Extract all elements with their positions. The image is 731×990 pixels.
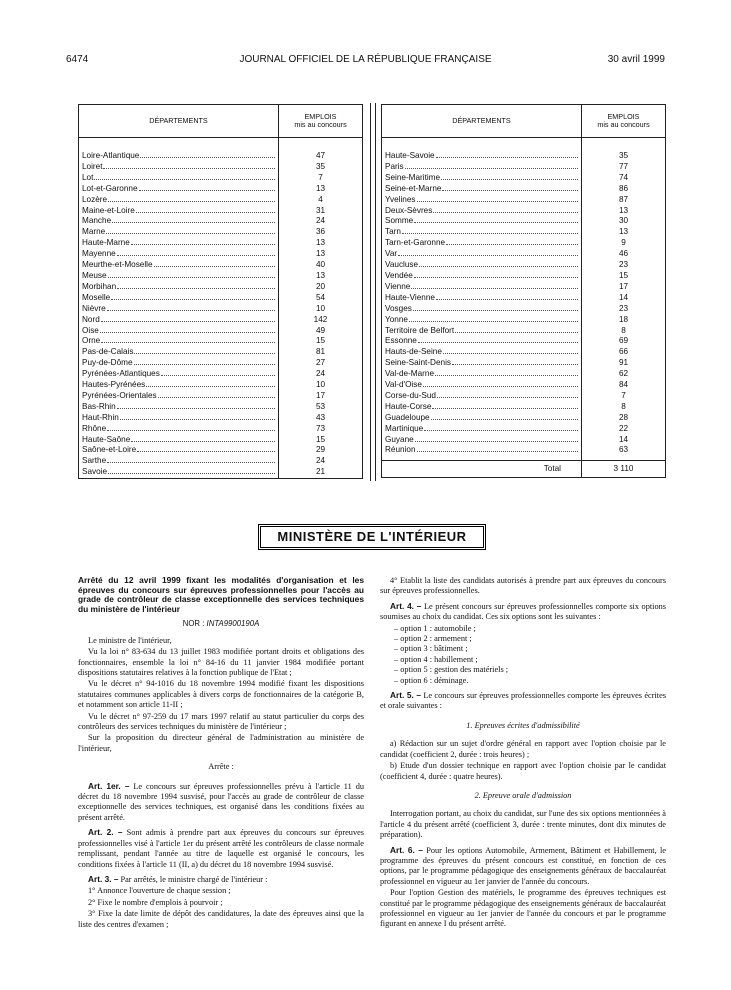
paragraph: Pour l'option Gestion des matériels, le programme des épreuves techniques est constitué par le programme pédagogique des enseignements généraux de baccalauréat professionnel en vigueur au 1er janvier de l'année du concours et par le programme figurant en annexe I du présent arrêté. xyxy=(380,888,666,929)
emplois-value: 23 xyxy=(582,304,666,315)
ministry-heading: MINISTÈRE DE L'INTÉRIEUR xyxy=(258,524,486,550)
table-row xyxy=(79,260,363,271)
column-header-emplois: EMPLOIS mis au concours xyxy=(582,105,666,138)
table-row xyxy=(382,195,666,206)
table-row xyxy=(382,336,666,347)
emplois-value: 7 xyxy=(582,391,666,402)
table-row xyxy=(382,347,666,358)
emplois-value: 21 xyxy=(279,467,363,478)
departement-name: Savoie xyxy=(82,467,108,477)
table-row xyxy=(382,326,666,337)
emplois-value: 40 xyxy=(279,260,363,271)
right-text-column xyxy=(380,576,666,931)
emplois-value: 35 xyxy=(279,162,363,173)
departement-name: Lot-et-Garonne xyxy=(82,183,138,193)
table-row xyxy=(382,358,666,369)
section-heading: 2. Epreuve orale d'admission xyxy=(474,790,572,800)
departement-name: Pyrénées-Orientales xyxy=(82,390,157,400)
table-row xyxy=(382,402,666,413)
emplois-value: 15 xyxy=(582,271,666,282)
table-row xyxy=(79,424,363,435)
departement-name: Var xyxy=(385,249,398,259)
departement-name: Seine-Maritime xyxy=(385,172,441,182)
table-row xyxy=(79,195,363,206)
departement-name: Loire-Atlantique xyxy=(82,151,140,160)
emplois-value: 36 xyxy=(279,227,363,238)
page-number: 6474 xyxy=(66,54,89,65)
table-row xyxy=(382,227,666,238)
departement-name: Moselle xyxy=(82,292,111,302)
emplois-value: 77 xyxy=(582,162,666,173)
emplois-value: 84 xyxy=(582,380,666,391)
departement-name: Haut-Rhin xyxy=(82,412,119,422)
emplois-value: 10 xyxy=(279,304,363,315)
departement-name: Lozère xyxy=(82,194,108,204)
emplois-value: 15 xyxy=(279,336,363,347)
departement-name: Meuse xyxy=(82,270,107,280)
table-row xyxy=(382,282,666,293)
emplois-value: 69 xyxy=(582,336,666,347)
table-row xyxy=(79,293,363,304)
table-row xyxy=(79,326,363,337)
emplois-value: 20 xyxy=(279,282,363,293)
emplois-value: 18 xyxy=(582,315,666,326)
table-row xyxy=(79,151,363,162)
table-row xyxy=(79,216,363,227)
departement-name: Mayenne xyxy=(82,249,116,259)
table-row xyxy=(79,445,363,456)
departement-name: Guyane xyxy=(385,434,414,444)
table-row xyxy=(382,315,666,326)
table-row xyxy=(79,315,363,326)
departement-name: Somme xyxy=(385,216,414,226)
table-row xyxy=(79,413,363,424)
emplois-value: 46 xyxy=(582,249,666,260)
table-row xyxy=(79,435,363,446)
emplois-value: 13 xyxy=(582,227,666,238)
table-row xyxy=(79,391,363,402)
paragraph: Vu la loi n° 83-634 du 13 juillet 1983 modifiée portant droits et obligations des fonctionnaires, ensemble la loi n° 84-16 du 11 janvier 1984 modifiée portant dispositions statutaires relatives à la fonction publique de l'Etat ; xyxy=(78,647,364,677)
emplois-value: 87 xyxy=(582,195,666,206)
departement-name: Vendée xyxy=(385,270,413,280)
emplois-value: 15 xyxy=(279,435,363,446)
emplois-value: 13 xyxy=(279,249,363,260)
table-row xyxy=(382,184,666,195)
table-row xyxy=(382,271,666,282)
emplois-value: 4 xyxy=(279,195,363,206)
emplois-value: 24 xyxy=(279,456,363,467)
departement-name: Pas-de-Calais xyxy=(82,347,134,357)
departement-name: Tarn-et-Garonne xyxy=(385,238,446,248)
paragraph: b) Etude d'un dossier technique en rapport avec l'option choisie par le candidat (coefficient 4, durée : quatre heures). xyxy=(380,761,666,781)
departement-name: Vienne xyxy=(385,281,411,291)
table-row xyxy=(382,216,666,227)
departement-name: Martinique xyxy=(385,423,424,433)
table-row xyxy=(382,238,666,249)
emplois-value: 28 xyxy=(582,413,666,424)
table-row xyxy=(79,238,363,249)
emplois-value: 27 xyxy=(279,358,363,369)
departement-name: Deux-Sèvres xyxy=(385,205,433,215)
option-item: – option 2 : armement ; xyxy=(394,634,472,644)
column-header-departements: DÉPARTEMENTS xyxy=(382,105,582,138)
departement-name: Seine-Saint-Denis xyxy=(385,358,451,368)
table-row xyxy=(382,413,666,424)
journal-title: JOURNAL OFFICIEL DE LA RÉPUBLIQUE FRANÇAISE xyxy=(239,54,492,65)
nor-reference: NOR : INTA9900190A xyxy=(182,619,260,629)
list-item: 3° Fixe la date limite de dépôt des candidatures, la date des épreuves ainsi que la liste des centres d'examen ; xyxy=(78,909,364,929)
table-row xyxy=(79,336,363,347)
departement-name: Loiret xyxy=(82,161,103,171)
emplois-value: 43 xyxy=(279,413,363,424)
emplois-value: 63 xyxy=(582,445,666,456)
departement-name: Yvelines xyxy=(385,194,416,204)
table-row xyxy=(79,347,363,358)
departement-name: Nord xyxy=(82,314,100,324)
table-row xyxy=(79,206,363,217)
emplois-value: 23 xyxy=(582,260,666,271)
emplois-value: 30 xyxy=(582,216,666,227)
option-item: – option 4 : habillement ; xyxy=(394,654,478,664)
departement-name: Maine-et-Loire xyxy=(82,205,135,215)
emplois-value: 24 xyxy=(279,216,363,227)
emplois-value: 73 xyxy=(279,424,363,435)
paragraph: Sur la proposition du directeur général de l'administration au ministère de l'intérieur, xyxy=(78,733,364,753)
departement-name: Corse-du-Sud xyxy=(385,390,436,400)
departement-name: Vaucluse xyxy=(385,260,419,270)
page-header xyxy=(0,54,731,68)
table-row xyxy=(382,445,666,456)
table-row xyxy=(382,173,666,184)
table-row xyxy=(382,424,666,435)
option-item: – option 1 : automobile ; xyxy=(394,623,476,633)
emplois-value: 13 xyxy=(279,271,363,282)
paragraph: Le ministre de l'intérieur, xyxy=(88,635,172,645)
left-text-column xyxy=(78,576,364,931)
emplois-value: 7 xyxy=(279,173,363,184)
departement-name: Essonne xyxy=(385,336,417,346)
departement-name: Haute-Saône xyxy=(82,434,131,444)
article-6: Art. 6. – Pour les options Automobile, Armement, Bâtiment et Habillement, le programme des épreuves du présent concours est constitué, en fonction de ces options, par le programme pédagogique des enseignements généraux de baccalauréat professionnel en vigueur au 1er janvier de l'année du concours. xyxy=(380,844,666,886)
table-row xyxy=(79,173,363,184)
departement-name: Orne xyxy=(82,336,101,346)
emplois-value: 24 xyxy=(279,369,363,380)
departement-name: Tarn xyxy=(385,227,401,237)
table-row xyxy=(382,304,666,315)
emplois-value: 31 xyxy=(279,206,363,217)
departement-name: Puy-de-Dôme xyxy=(82,358,133,368)
table-row xyxy=(79,402,363,413)
departements-table-right xyxy=(381,104,666,478)
table-row xyxy=(79,358,363,369)
emplois-value: 86 xyxy=(582,184,666,195)
paragraph: Interrogation portant, au choix du candidat, sur l'une des six options mentionnées à l'article 4 du présent arrêté (coefficient 3, durée : trente minutes, dont dix minutes de préparation). xyxy=(380,809,666,840)
list-item: 4° Etablit la liste des candidats autorisés à prendre part aux épreuves du concours sur épreuves professionnelles. xyxy=(380,576,666,596)
table-row xyxy=(382,369,666,380)
departement-name: Marne xyxy=(82,227,106,237)
list-item: 1° Annonce l'ouverture de chaque session ; xyxy=(88,886,231,896)
departement-name: Val-d'Oise xyxy=(385,380,422,390)
departement-name: Réunion xyxy=(385,445,416,455)
departement-name: Haute-Savoie xyxy=(385,151,435,160)
table-row xyxy=(79,304,363,315)
departement-name: Haute-Marne xyxy=(82,238,130,248)
table-row xyxy=(79,467,363,478)
emplois-value: 22 xyxy=(582,424,666,435)
departement-name: Bas-Rhin xyxy=(82,401,116,411)
table-row xyxy=(79,184,363,195)
table-row xyxy=(382,293,666,304)
emplois-value: 29 xyxy=(279,445,363,456)
departement-name: Saône-et-Loire xyxy=(82,445,137,455)
table-row xyxy=(382,391,666,402)
emplois-value: 49 xyxy=(279,326,363,337)
departement-name: Haute-Vienne xyxy=(385,292,435,302)
emplois-value: 13 xyxy=(582,206,666,217)
emplois-value: 17 xyxy=(582,282,666,293)
article-5: Art. 5. – Le concours sur épreuves professionnelles comporte les épreuves écrites et orale suivantes : xyxy=(380,690,666,711)
article-2: Art. 2. – Sont admis à prendre part aux épreuves du concours sur épreuves professionnelles visé à l'article 1er du présent arrêté les contrôleurs de classe normale remplissant, pendant l'année au titre de laquelle est organisé le concours, les conditions fixées à l'article 11 (II, a) du décret du 18 novembre 1994 susvisé. xyxy=(78,827,365,869)
table-row xyxy=(79,271,363,282)
departement-name: Territoire de Belfort xyxy=(385,325,455,335)
column-header-emplois: EMPLOIS mis au concours xyxy=(279,105,363,138)
emplois-value: 9 xyxy=(582,238,666,249)
table-row xyxy=(382,380,666,391)
departement-name: Rhône xyxy=(82,423,107,433)
table-row xyxy=(382,151,666,162)
column-divider xyxy=(370,103,376,481)
departement-name: Yonne xyxy=(385,314,408,324)
issue-date: 30 avril 1999 xyxy=(607,54,665,65)
emplois-value: 142 xyxy=(279,315,363,326)
paragraph: a) Rédaction sur un sujet d'ordre général en rapport avec l'option choisie par le candidat (coefficient 2, durée : trois heures) ; xyxy=(380,739,666,759)
arrete-heading: Arrête : xyxy=(208,762,234,772)
decree-title: Arrêté du 12 avril 1999 fixant les modalités d'organisation et les épreuves du concours sur épreuves professionnelles pour l'accès au grade de contrôleur de classe exceptionnelle des services techniques du ministère de l'intérieur xyxy=(78,575,364,614)
emplois-value: 53 xyxy=(279,402,363,413)
emplois-value: 14 xyxy=(582,435,666,446)
emplois-value: 8 xyxy=(582,326,666,337)
table-row xyxy=(79,249,363,260)
option-item: – option 5 : gestion des matériels ; xyxy=(394,665,509,675)
emplois-value: 10 xyxy=(279,380,363,391)
departement-name: Seine-et-Marne xyxy=(385,183,442,193)
departement-name: Haute-Corse xyxy=(385,401,432,411)
departement-name: Lot xyxy=(82,172,94,182)
table-row xyxy=(382,435,666,446)
emplois-value: 54 xyxy=(279,293,363,304)
departement-name: Pyrénées-Atlantiques xyxy=(82,369,160,379)
list-item: 2° Fixe le nombre d'emplois à pourvoir ; xyxy=(88,897,223,907)
emplois-value: 66 xyxy=(582,347,666,358)
emplois-value: 14 xyxy=(582,293,666,304)
departement-name: Hautes-Pyrénées xyxy=(82,380,146,390)
table-row xyxy=(79,369,363,380)
paragraph: Vu le décret n° 97-259 du 17 mars 1997 relatif au statut particulier du corps des contrôleurs des services techniques du ministère de l'intérieur ; xyxy=(78,711,364,732)
emplois-value: 13 xyxy=(279,238,363,249)
departement-name: Paris xyxy=(385,161,404,171)
emplois-value: 91 xyxy=(582,358,666,369)
emplois-value: 81 xyxy=(279,347,363,358)
table-row xyxy=(382,249,666,260)
departement-name: Sarthe xyxy=(82,456,107,466)
emplois-value: 47 xyxy=(279,151,363,162)
table-row xyxy=(382,260,666,271)
total-value: 3 110 xyxy=(582,461,666,478)
departement-name: Oise xyxy=(82,325,99,335)
emplois-value: 74 xyxy=(582,173,666,184)
table-row xyxy=(79,282,363,293)
departement-name: Val-de-Marne xyxy=(385,369,434,379)
article-3: Art. 3. – Par arrêtés, le ministre chargé de l'intérieur : xyxy=(88,873,268,884)
total-row xyxy=(382,461,666,478)
emplois-value: 13 xyxy=(279,184,363,195)
table-row xyxy=(79,380,363,391)
table-row xyxy=(79,456,363,467)
departement-name: Nièvre xyxy=(82,303,106,313)
column-header-departements: DÉPARTEMENTS xyxy=(79,105,279,138)
options-list xyxy=(380,624,666,686)
emplois-value: 8 xyxy=(582,402,666,413)
total-label: Total xyxy=(382,461,582,478)
table-row xyxy=(79,162,363,173)
table-row xyxy=(79,227,363,238)
departement-name: Morbihan xyxy=(82,281,117,291)
article-1: Art. 1er. – Le concours sur épreuves professionnelles prévu à l'article 11 du décret du 18 novembre 1994 susvisé, pour l'accès au grade de contrôleur de classe exceptionnelle des services techniques, est organisé dans les conditions fixées au présent arrêté. xyxy=(78,780,364,822)
departement-name: Meurthe-et-Moselle xyxy=(82,260,153,270)
paragraph: Vu le décret n° 94-1016 du 18 novembre 1994 modifié fixant les dispositions statutaires communes applicables à divers corps de fonctionnaires de la catégorie B, et notamment son article 11-II ; xyxy=(78,679,364,710)
emplois-value: 35 xyxy=(582,151,666,162)
departement-name: Hauts-de-Seine xyxy=(385,347,442,357)
departement-name: Guadeloupe xyxy=(385,412,430,422)
section-heading: 1. Epreuves écrites d'admissibilité xyxy=(466,720,580,730)
emplois-value: 17 xyxy=(279,391,363,402)
article-4: Art. 4. – Le présent concours sur épreuves professionnelles comporte six options soumises au choix du candidat. Ces six options sont les suivantes : xyxy=(380,600,666,622)
emplois-value: 62 xyxy=(582,369,666,380)
departement-name: Manche xyxy=(82,216,112,226)
option-item: – option 6 : déminage. xyxy=(394,675,469,685)
table-row xyxy=(382,162,666,173)
departements-table-left xyxy=(78,104,363,479)
option-item: – option 3 : bâtiment ; xyxy=(394,644,468,654)
departement-name: Vosges xyxy=(385,303,412,313)
table-row xyxy=(382,206,666,217)
